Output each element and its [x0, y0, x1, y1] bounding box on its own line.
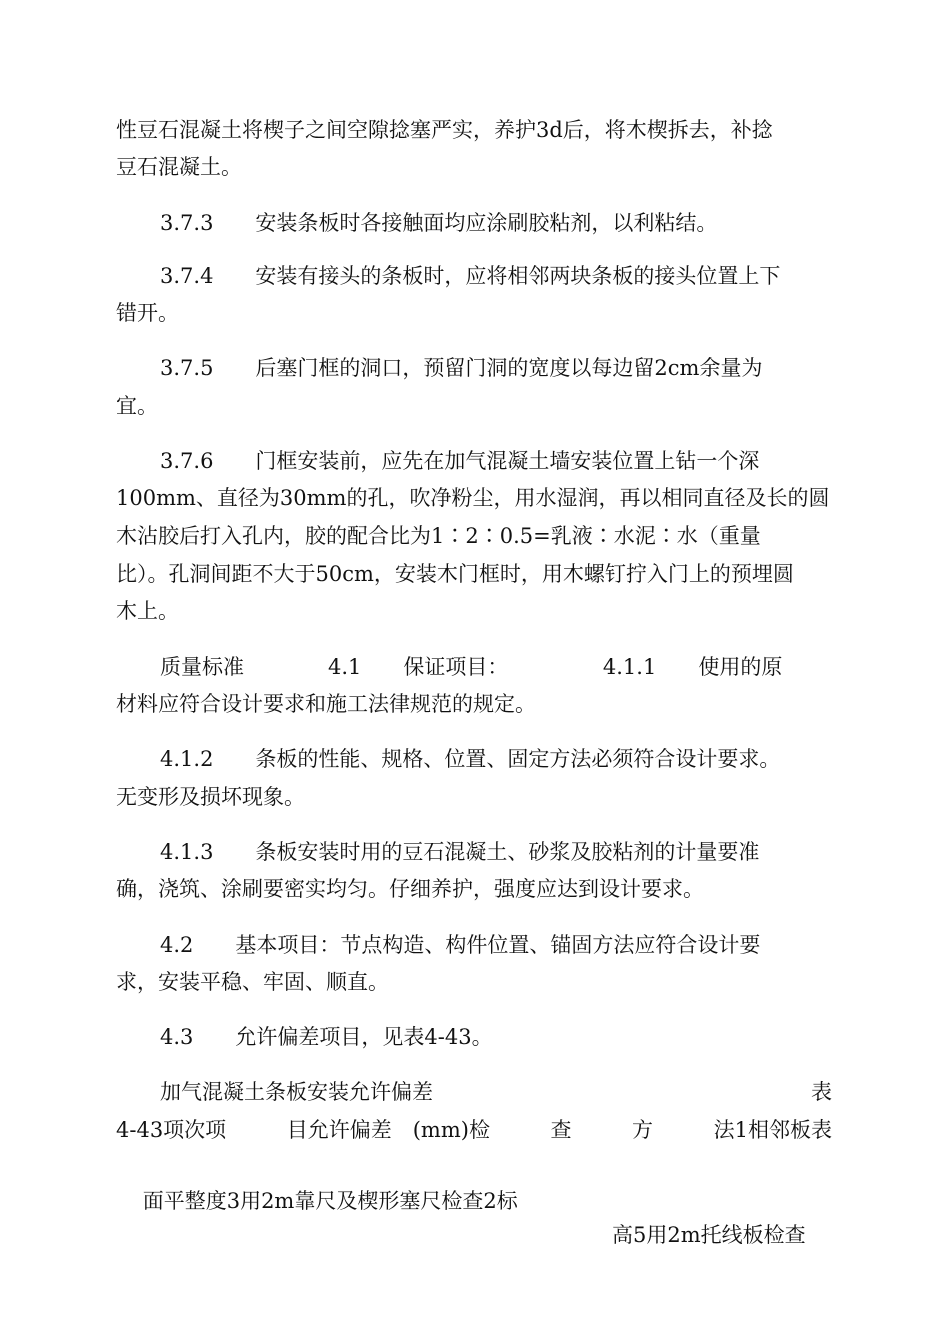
table-cell: 方: [632, 1118, 654, 1142]
paragraph-line: 3.7.5 后塞门框的洞口，预留门洞的宽度以每边留2cm余量为: [160, 356, 763, 380]
table-row: [116, 1113, 832, 1147]
paragraph-line: 木上。: [116, 599, 179, 623]
paragraph-line: 3.7.3 安装条板时各接触面均应涂刷胶粘剂，以利粘结。: [160, 211, 718, 235]
paragraph-line: 比）。孔洞间距不大于50cm，安装木门框时，用木螺钉拧入门上的预埋圆: [116, 562, 794, 586]
table-cell: 目允许偏差 (mm)检: [286, 1118, 490, 1142]
table-cell: 查: [550, 1118, 572, 1142]
paragraph-line: 4.2 基本项目：节点构造、构件位置、锚固方法应符合设计要: [160, 933, 761, 957]
paragraph-line: 4.1.2 条板的性能、规格、位置、固定方法必须符合设计要求。: [160, 747, 781, 771]
paragraph-line: 性豆石混凝土将楔子之间空隙捻塞严实，养护3d后，将木楔拆去，补捻: [116, 118, 773, 142]
paragraph-line: 求，安装平稳、牢固、顺直。: [116, 970, 389, 994]
paragraph-line: 错开。: [116, 301, 179, 325]
table-caption-label: 表: [811, 1080, 832, 1104]
table-row: [116, 1150, 832, 1247]
paragraph-line: 木沾胶后打入孔内，胶的配合比为1∶2∶0.5=乳液∶水泥∶水（重量: [116, 524, 761, 548]
paragraph-line: 3.7.6 门框安装前，应先在加气混凝土墙安装位置上钻一个深: [160, 449, 760, 473]
paragraph-line: 4.3 允许偏差项目，见表4-43。: [160, 1025, 493, 1049]
paragraph-line: 100mm、直径为30mm的孔，吹净粉尘，用水湿润，再以相同直径及长的圆: [116, 486, 830, 510]
table-cell: 面平整度3用2m靠尺及楔形塞尺检查2标: [142, 1189, 518, 1213]
table-cell: 法1相邻板表: [713, 1118, 832, 1142]
paragraph-line: 确，浇筑、涂刷要密实均匀。仔细养护，强度应达到设计要求。: [116, 877, 704, 901]
table-caption: [160, 1075, 832, 1109]
paragraph-line: 豆石混凝土。: [116, 155, 242, 179]
paragraph-line: 宜。: [116, 394, 158, 418]
paragraph-line: 无变形及损坏现象。: [116, 785, 305, 809]
paragraph-line: 3.7.4 安装有接头的条板时，应将相邻两块条板的接头位置上下: [160, 264, 781, 288]
table-cell: 高5用2m托线板检查: [612, 1223, 806, 1247]
paragraph-line: 材料应符合设计要求和施工法律规范的规定。: [116, 692, 536, 716]
paragraph-line: 4.1.3 条板安装时用的豆石混凝土、砂浆及胶粘剂的计量要准: [160, 840, 760, 864]
paragraph-line: 质量标准 4.1 保证项目： 4.1.1 使用的原: [160, 655, 783, 679]
table-caption-title: 加气混凝土条板安装允许偏差: [160, 1080, 433, 1104]
table-cell: 4-43项次项: [116, 1118, 227, 1142]
